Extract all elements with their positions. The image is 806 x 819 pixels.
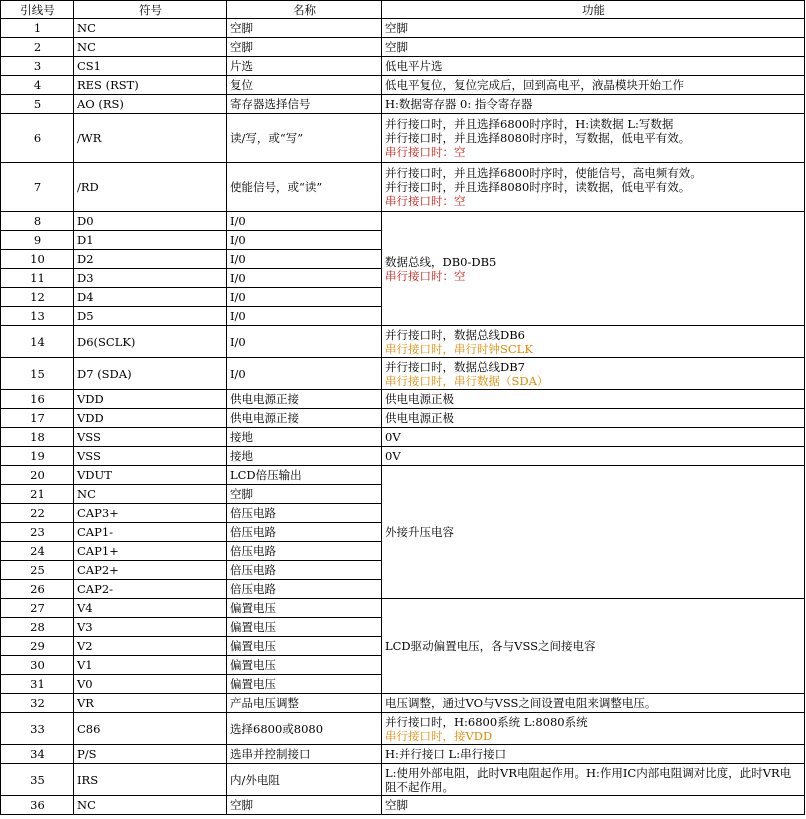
- function-line: 并行接口时，H:6800系统 L:8080系统: [385, 714, 588, 729]
- pin-symbol-cell: CS1: [74, 57, 227, 76]
- table-row: [1, 694, 805, 713]
- pin-function-cell: [382, 745, 805, 764]
- pin-name-cell: I/0: [227, 212, 382, 231]
- function-line: 电压调整，通过VO与VSS之间设置电阻来调整电压。: [385, 696, 657, 710]
- pin-number-cell: 21: [1, 485, 74, 504]
- pin-name-cell: I/0: [227, 307, 382, 326]
- pin-name-cell: 供电电源正接: [227, 390, 382, 409]
- pin-name-cell: 读/写，或“写”: [227, 114, 382, 163]
- table-row: [1, 447, 805, 466]
- pin-function-cell: [382, 447, 805, 466]
- table-header-row: [1, 1, 805, 19]
- header-function: 功能: [382, 1, 805, 19]
- serial-mode-note: 串行接口时，串行时钟SCLK: [385, 341, 533, 356]
- pin-name-cell: 倍压电路: [227, 504, 382, 523]
- pin-function-cell: [382, 114, 805, 163]
- table-row: [1, 114, 805, 163]
- function-line: 低电平复位，复位完成后，回到高电平，液晶模块开始工作: [385, 78, 684, 92]
- pin-function-cell: [382, 390, 805, 409]
- function-line: L:使用外部电阻，此时VR电阻起作用。H:作用IC内部电阻调对比度，此时VR电阻不起作用。: [385, 765, 792, 794]
- pin-function-cell: [382, 95, 805, 114]
- pin-name-cell: I/0: [227, 269, 382, 288]
- pin-number-cell: 16: [1, 390, 74, 409]
- table-row: [1, 796, 805, 815]
- pin-function-cell: [382, 764, 805, 796]
- function-line: 供电电源正极: [385, 411, 454, 425]
- pin-number-cell: 29: [1, 637, 74, 656]
- pin-symbol-cell: CAP1+: [74, 542, 227, 561]
- pin-name-cell: 偏置电压: [227, 656, 382, 675]
- pin-name-cell: 偏置电压: [227, 675, 382, 694]
- pin-function-cell: [382, 19, 805, 38]
- pin-number-cell: 26: [1, 580, 74, 599]
- pin-number-cell: 13: [1, 307, 74, 326]
- function-line: 供电电源正极: [385, 392, 454, 406]
- pin-function-cell: [382, 57, 805, 76]
- table-row: [1, 409, 805, 428]
- pin-number-cell: 24: [1, 542, 74, 561]
- pin-name-cell: 选串并控制接口: [227, 745, 382, 764]
- pin-function-cell: [382, 599, 805, 694]
- pin-name-cell: I/0: [227, 288, 382, 307]
- pin-symbol-cell: V0: [74, 675, 227, 694]
- pin-name-cell: 空脚: [227, 19, 382, 38]
- pin-symbol-cell: CAP1-: [74, 523, 227, 542]
- table-row: [1, 466, 805, 485]
- function-line: LCD驱动偏置电压，各与VSS之间接电容: [385, 639, 596, 653]
- pin-name-cell: 偏置电压: [227, 637, 382, 656]
- pin-name-cell: 选择6800或8080: [227, 713, 382, 745]
- pin-symbol-cell: VSS: [74, 447, 227, 466]
- pin-number-cell: 10: [1, 250, 74, 269]
- table-row: [1, 599, 805, 618]
- function-line: 数据总线，DB0-DB5: [385, 254, 497, 269]
- function-line: 0V: [385, 449, 401, 463]
- function-line: 并行接口时，数据总线DB7: [385, 359, 525, 374]
- pin-number-cell: 19: [1, 447, 74, 466]
- pin-symbol-cell: P/S: [74, 745, 227, 764]
- pin-symbol-cell: D2: [74, 250, 227, 269]
- pin-number-cell: 18: [1, 428, 74, 447]
- pin-number-cell: 14: [1, 326, 74, 358]
- table-row: [1, 163, 805, 212]
- function-line: 0V: [385, 430, 401, 444]
- pin-symbol-cell: VDD: [74, 390, 227, 409]
- pin-number-cell: 25: [1, 561, 74, 580]
- pin-name-cell: 接地: [227, 447, 382, 466]
- pin-symbol-cell: V3: [74, 618, 227, 637]
- function-line: H:数据寄存器 0: 指令寄存器: [385, 97, 533, 111]
- header-pin-number: 引线号: [1, 1, 74, 19]
- function-line: 并行接口时，并且选择8080时序时，读数据，低电平有效。: [385, 180, 691, 194]
- pin-number-cell: 32: [1, 694, 74, 713]
- pin-name-cell: 空脚: [227, 38, 382, 57]
- pin-name-cell: 空脚: [227, 485, 382, 504]
- pin-number-cell: 4: [1, 76, 74, 95]
- pin-number-cell: 36: [1, 796, 74, 815]
- pin-name-cell: I/0: [227, 250, 382, 269]
- function-line: 并行接口时，并且选择8080时序时，写数据，低电平有效。: [385, 131, 691, 145]
- pin-symbol-cell: NC: [74, 19, 227, 38]
- pin-number-cell: 30: [1, 656, 74, 675]
- pin-number-cell: 22: [1, 504, 74, 523]
- pin-symbol-cell: VR: [74, 694, 227, 713]
- pin-symbol-cell: D4: [74, 288, 227, 307]
- pin-symbol-cell: /RD: [74, 163, 227, 212]
- pin-name-cell: 产品电压调整: [227, 694, 382, 713]
- pin-symbol-cell: CAP3+: [74, 504, 227, 523]
- function-line: 并行接口时，并且选择6800时序时，使能信号，高电频有效。: [385, 166, 702, 180]
- pin-number-cell: 17: [1, 409, 74, 428]
- pin-symbol-cell: CAP2+: [74, 561, 227, 580]
- pin-number-cell: 8: [1, 212, 74, 231]
- pin-name-cell: 接地: [227, 428, 382, 447]
- pin-function-cell: [382, 428, 805, 447]
- pin-function-cell: [382, 713, 805, 745]
- serial-mode-note: 串行接口时：空: [385, 145, 466, 159]
- table-row: [1, 212, 805, 231]
- pin-symbol-cell: AO (RS): [74, 95, 227, 114]
- function-line: 并行接口时，并且选择6800时序时，H:读数据 L:写数据: [385, 117, 674, 131]
- pin-symbol-cell: V1: [74, 656, 227, 675]
- pin-number-cell: 6: [1, 114, 74, 163]
- pin-function-cell: [382, 694, 805, 713]
- pin-symbol-cell: NC: [74, 796, 227, 815]
- pin-number-cell: 20: [1, 466, 74, 485]
- function-line: 空脚: [385, 21, 408, 35]
- pin-number-cell: 15: [1, 358, 74, 390]
- pin-name-cell: I/0: [227, 326, 382, 358]
- pin-function-cell: [382, 76, 805, 95]
- serial-mode-note: 串行接口时，接VDD: [385, 728, 493, 743]
- function-line: 外接升压电容: [385, 525, 454, 539]
- pin-number-cell: 3: [1, 57, 74, 76]
- table-body: [1, 19, 805, 815]
- table-row: [1, 76, 805, 95]
- pin-name-cell: 供电电源正接: [227, 409, 382, 428]
- pin-number-cell: 23: [1, 523, 74, 542]
- table-row: [1, 326, 805, 358]
- function-line: 低电平片选: [385, 59, 443, 73]
- pin-number-cell: 31: [1, 675, 74, 694]
- header-name: 名称: [227, 1, 382, 19]
- pin-function-cell: [382, 326, 805, 358]
- pin-name-cell: 内/外电阻: [227, 764, 382, 796]
- pin-symbol-cell: D1: [74, 231, 227, 250]
- pin-number-cell: 12: [1, 288, 74, 307]
- pin-function-cell: [382, 409, 805, 428]
- table-row: [1, 713, 805, 745]
- pin-number-cell: 2: [1, 38, 74, 57]
- table-row: [1, 95, 805, 114]
- table-row: [1, 764, 805, 796]
- table-row: [1, 358, 805, 390]
- pin-symbol-cell: D3: [74, 269, 227, 288]
- pin-symbol-cell: RES (RST): [74, 76, 227, 95]
- table-row: [1, 38, 805, 57]
- pin-name-cell: 复位: [227, 76, 382, 95]
- function-line: H:并行接口 L:串行接口: [385, 747, 507, 761]
- function-line: 并行接口时，数据总线DB6: [385, 327, 525, 342]
- pin-name-cell: 偏置电压: [227, 599, 382, 618]
- pin-symbol-cell: D6(SCLK): [74, 326, 227, 358]
- pin-symbol-cell: D7 (SDA): [74, 358, 227, 390]
- pin-name-cell: 片选: [227, 57, 382, 76]
- pin-function-cell: [382, 38, 805, 57]
- serial-mode-note: 串行接口时：空: [385, 194, 466, 208]
- pin-symbol-cell: NC: [74, 38, 227, 57]
- serial-mode-note: 串行接口时：空: [385, 268, 466, 283]
- pin-number-cell: 35: [1, 764, 74, 796]
- pin-number-cell: 34: [1, 745, 74, 764]
- pin-name-cell: LCD倍压输出: [227, 466, 382, 485]
- pin-symbol-cell: V2: [74, 637, 227, 656]
- pin-number-cell: 11: [1, 269, 74, 288]
- pin-name-cell: 寄存器选择信号: [227, 95, 382, 114]
- function-line: 空脚: [385, 40, 408, 54]
- pin-number-cell: 33: [1, 713, 74, 745]
- pin-symbol-cell: V4: [74, 599, 227, 618]
- pin-name-cell: 倍压电路: [227, 561, 382, 580]
- table-row: [1, 57, 805, 76]
- pin-function-cell: [382, 466, 805, 599]
- pin-number-cell: 5: [1, 95, 74, 114]
- pin-number-cell: 28: [1, 618, 74, 637]
- pin-name-cell: 倍压电路: [227, 580, 382, 599]
- pin-name-cell: 倍压电路: [227, 542, 382, 561]
- pin-function-cell: [382, 796, 805, 815]
- table-row: [1, 745, 805, 764]
- pin-symbol-cell: VDUT: [74, 466, 227, 485]
- pin-number-cell: 7: [1, 163, 74, 212]
- header-symbol: 符号: [74, 1, 227, 19]
- pin-symbol-cell: IRS: [74, 764, 227, 796]
- pin-number-cell: 1: [1, 19, 74, 38]
- table-row: [1, 428, 805, 447]
- function-line: 空脚: [385, 798, 408, 812]
- pin-name-cell: I/0: [227, 358, 382, 390]
- pin-function-cell: [382, 358, 805, 390]
- pin-number-cell: 27: [1, 599, 74, 618]
- pin-function-cell: [382, 163, 805, 212]
- pin-name-cell: 使能信号，或“读”: [227, 163, 382, 212]
- pin-name-cell: 倍压电路: [227, 523, 382, 542]
- pin-symbol-cell: C86: [74, 713, 227, 745]
- table-row: [1, 19, 805, 38]
- pin-symbol-cell: NC: [74, 485, 227, 504]
- pin-name-cell: I/0: [227, 231, 382, 250]
- table-row: [1, 390, 805, 409]
- pin-symbol-cell: VDD: [74, 409, 227, 428]
- pin-symbol-cell: D5: [74, 307, 227, 326]
- pin-name-cell: 空脚: [227, 796, 382, 815]
- pin-symbol-cell: VSS: [74, 428, 227, 447]
- serial-mode-note: 串行接口时，串行数据（SDA）: [385, 373, 549, 388]
- pin-symbol-cell: CAP2-: [74, 580, 227, 599]
- pin-symbol-cell: D0: [74, 212, 227, 231]
- pin-symbol-cell: /WR: [74, 114, 227, 163]
- pin-number-cell: 9: [1, 231, 74, 250]
- pin-function-cell: [382, 212, 805, 326]
- pin-name-cell: 偏置电压: [227, 618, 382, 637]
